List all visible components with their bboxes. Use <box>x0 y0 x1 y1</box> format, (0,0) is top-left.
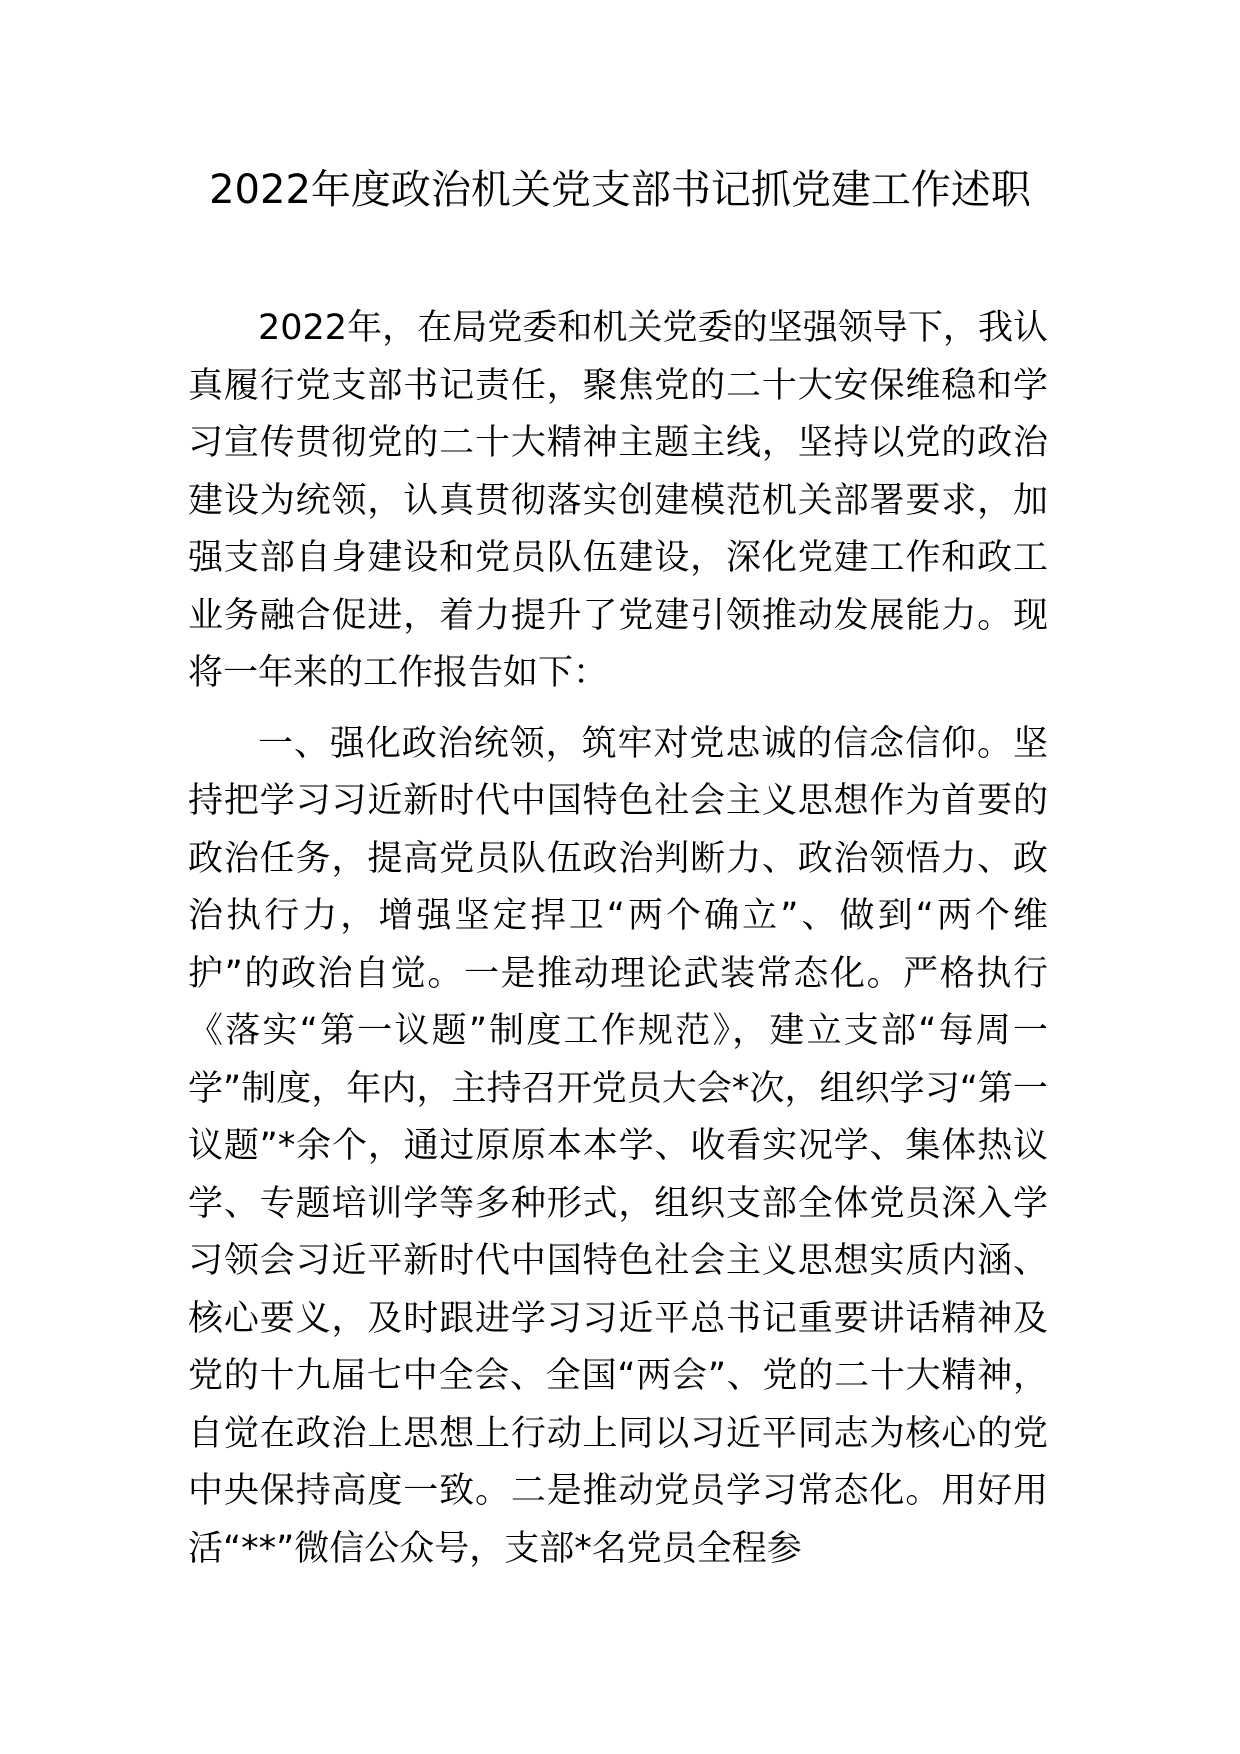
section-one-paragraph: 一、强化政治统领，筑牢对党忠诚的信念信仰。坚持把学习习近新时代中国特色社会主义思想作为首要的政治任务，提高党员队伍政治判断力、政治领悟力、政治执行力，增强坚定捍卫“两个确立”、做到“两个维护”的政治自觉。一是推动理论武装常态化。严格执行《落实“第一议题”制度工作规范》，建立支部“每周一学”制度，年内，主持召开党员大会*次，组织学习“第一议题”*余个，通过原原本本学、收看实况学、集体热议学、专题培训学等多种形式，组织支部全体党员深入学习领会习近平新时代中国特色社会主义思想实质内涵、核心要义，及时跟进学习习近平总书记重要讲话精神及党的十九届七中全会、全国“两会”、党的二十大精神，自觉在政治上思想上行动上同以习近平同志为核心的党中央保持高度一致。二是推动党员学习常态化。用好用活“**”微信公众号，支部*名党员全程参 <box>188 723 1048 1569</box>
document-title: 2022年度政治机关党支部书记抓党建工作述职 <box>209 167 1031 213</box>
intro-paragraph: 2022年，在局党委和机关党委的坚强领导下，我认真履行党支部书记责任，聚焦党的二十大安保维稳和学习宣传贯彻党的二十大精神主题主线，坚持以党的政治建设为统领，认真贯彻落实创建模范机关部署要求，加强支部自身建设和党员队伍建设，深化党建工作和政工业务融合促进，着力提升了党建引领推动发展能力。现将一年来的工作报告如下： <box>188 308 1048 693</box>
document-body <box>188 300 1048 1578</box>
